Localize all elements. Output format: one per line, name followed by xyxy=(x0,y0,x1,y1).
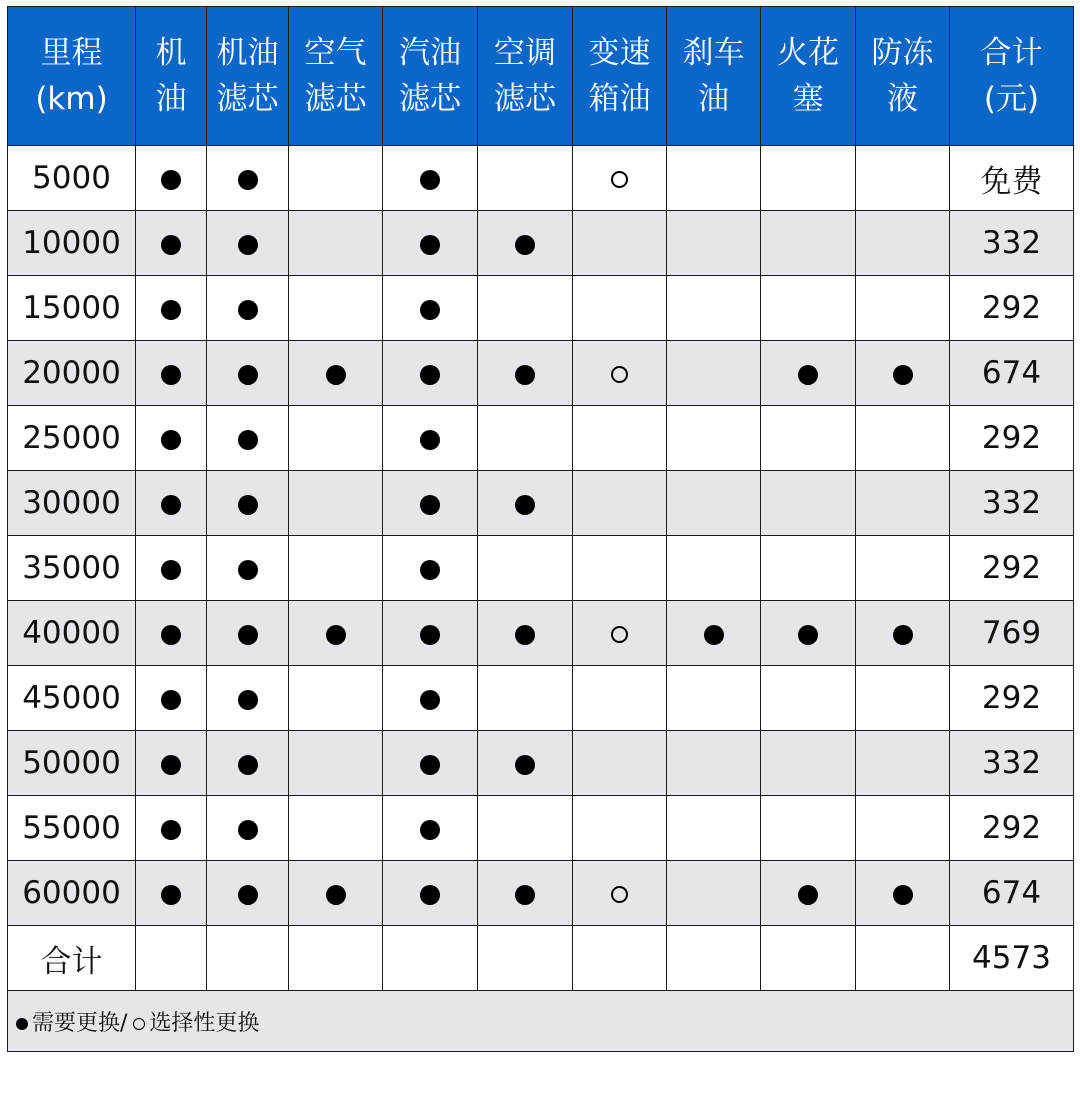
summary-empty-cell xyxy=(761,926,856,991)
table-body xyxy=(8,146,1074,1052)
service-cell xyxy=(478,276,573,341)
required-replace-icon xyxy=(161,885,181,905)
required-replace-icon xyxy=(326,885,346,905)
service-cell xyxy=(667,471,761,536)
required-replace-icon xyxy=(326,625,346,645)
required-replace-icon xyxy=(238,430,258,450)
summary-empty-cell xyxy=(136,926,207,991)
service-cell xyxy=(667,211,761,276)
service-cell xyxy=(761,796,856,861)
optional-replace-icon xyxy=(611,366,628,383)
maintenance-schedule xyxy=(7,6,1073,1052)
required-replace-icon xyxy=(161,300,181,320)
service-cell xyxy=(289,471,383,536)
service-cell xyxy=(478,146,573,211)
total-cell: 332 xyxy=(950,211,1074,276)
mileage-cell: 25000 xyxy=(8,406,136,471)
required-replace-icon xyxy=(420,820,440,840)
service-cell xyxy=(761,666,856,731)
required-replace-icon xyxy=(238,690,258,710)
required-replace-icon xyxy=(798,885,818,905)
service-cell xyxy=(667,666,761,731)
service-cell xyxy=(573,471,667,536)
column-header-antifreeze xyxy=(856,7,950,146)
column-header-line1: 防冻 xyxy=(871,35,934,71)
required-replace-icon xyxy=(161,430,181,450)
summary-empty-cell xyxy=(207,926,289,991)
total-cell: 332 xyxy=(950,471,1074,536)
table-row xyxy=(8,861,1074,926)
required-replace-icon xyxy=(515,885,535,905)
legend xyxy=(8,991,1074,1052)
column-header-mileage xyxy=(8,7,136,146)
service-cell xyxy=(207,341,289,406)
service-cell xyxy=(136,146,207,211)
total-cell: 292 xyxy=(950,406,1074,471)
required-replace-icon xyxy=(238,235,258,255)
header-row xyxy=(8,7,1074,146)
required-replace-icon xyxy=(161,820,181,840)
table-header xyxy=(8,7,1074,146)
service-cell xyxy=(761,341,856,406)
mileage-cell: 20000 xyxy=(8,341,136,406)
service-cell xyxy=(761,146,856,211)
required-replace-icon xyxy=(326,365,346,385)
table-row xyxy=(8,146,1074,211)
service-cell xyxy=(856,796,950,861)
service-cell xyxy=(573,341,667,406)
service-cell xyxy=(761,861,856,926)
service-cell xyxy=(289,536,383,601)
column-header-line1: 刹车 xyxy=(682,35,745,71)
column-header-line1: 合计 xyxy=(980,35,1043,71)
column-header-ac-filter xyxy=(478,7,573,146)
column-header-line1: 机油 xyxy=(216,35,279,71)
total-cell: 674 xyxy=(950,861,1074,926)
required-replace-icon xyxy=(238,885,258,905)
service-cell xyxy=(136,861,207,926)
summary-empty-cell xyxy=(856,926,950,991)
summary-empty-cell xyxy=(478,926,573,991)
service-cell xyxy=(207,731,289,796)
service-cell xyxy=(667,341,761,406)
service-cell xyxy=(478,536,573,601)
service-cell xyxy=(207,471,289,536)
service-cell xyxy=(136,666,207,731)
column-header-line2: 滤芯 xyxy=(399,81,461,117)
column-header-line1: 里程 xyxy=(40,35,103,71)
service-cell xyxy=(136,406,207,471)
required-replace-icon xyxy=(893,625,913,645)
table-row xyxy=(8,406,1074,471)
service-cell xyxy=(136,601,207,666)
column-header-line2: 液 xyxy=(887,81,918,117)
required-replace-icon xyxy=(161,170,181,190)
service-cell xyxy=(667,796,761,861)
column-header-line2: 油 xyxy=(155,81,187,117)
service-cell xyxy=(573,861,667,926)
mileage-cell: 35000 xyxy=(8,536,136,601)
service-cell xyxy=(856,406,950,471)
table-row xyxy=(8,341,1074,406)
table-row xyxy=(8,796,1074,861)
mileage-cell: 15000 xyxy=(8,276,136,341)
service-cell xyxy=(207,146,289,211)
service-cell xyxy=(573,211,667,276)
service-cell xyxy=(383,796,478,861)
required-replace-icon xyxy=(238,755,258,775)
service-cell xyxy=(667,731,761,796)
column-header-line2: 塞 xyxy=(792,81,824,117)
column-header-fuel-filter xyxy=(383,7,478,146)
maintenance-table xyxy=(7,6,1074,1052)
required-replace-icon xyxy=(515,755,535,775)
service-cell xyxy=(667,146,761,211)
required-replace-icon xyxy=(161,365,181,385)
service-cell xyxy=(761,601,856,666)
required-replace-icon xyxy=(704,625,724,645)
service-cell xyxy=(856,861,950,926)
service-cell xyxy=(289,276,383,341)
table-row xyxy=(8,211,1074,276)
table-row xyxy=(8,731,1074,796)
service-cell xyxy=(573,796,667,861)
summary-empty-cell xyxy=(667,926,761,991)
service-cell xyxy=(667,406,761,471)
service-cell xyxy=(573,731,667,796)
service-cell xyxy=(289,666,383,731)
service-cell xyxy=(383,146,478,211)
service-cell xyxy=(478,796,573,861)
column-header-air-filter xyxy=(289,7,383,146)
service-cell xyxy=(667,536,761,601)
service-cell xyxy=(136,341,207,406)
column-header-line1: 变速 xyxy=(588,35,651,71)
summary-empty-cell xyxy=(573,926,667,991)
required-replace-icon xyxy=(515,235,535,255)
total-cell: 332 xyxy=(950,731,1074,796)
legend-row xyxy=(8,991,1074,1052)
service-cell xyxy=(856,341,950,406)
table-row xyxy=(8,471,1074,536)
required-replace-icon xyxy=(515,625,535,645)
service-cell xyxy=(289,731,383,796)
service-cell xyxy=(478,601,573,666)
service-cell xyxy=(289,146,383,211)
service-cell xyxy=(383,601,478,666)
service-cell xyxy=(136,536,207,601)
service-cell xyxy=(856,211,950,276)
optional-replace-icon xyxy=(611,886,628,903)
total-cell: 769 xyxy=(950,601,1074,666)
table-row xyxy=(8,601,1074,666)
service-cell xyxy=(478,731,573,796)
service-cell xyxy=(207,796,289,861)
required-replace-icon xyxy=(515,365,535,385)
service-cell xyxy=(856,666,950,731)
service-cell xyxy=(761,471,856,536)
service-cell xyxy=(761,406,856,471)
total-cell: 免费 xyxy=(950,146,1074,211)
total-cell: 292 xyxy=(950,276,1074,341)
service-cell xyxy=(856,471,950,536)
required-replace-icon xyxy=(238,560,258,580)
mileage-cell: 40000 xyxy=(8,601,136,666)
service-cell xyxy=(856,731,950,796)
required-replace-icon xyxy=(515,495,535,515)
service-cell xyxy=(856,601,950,666)
summary-empty-cell xyxy=(383,926,478,991)
service-cell xyxy=(136,731,207,796)
required-replace-icon xyxy=(420,560,440,580)
optional-replace-icon xyxy=(611,626,628,643)
column-header-total xyxy=(950,7,1074,146)
mileage-cell: 50000 xyxy=(8,731,136,796)
required-replace-icon xyxy=(161,495,181,515)
required-replace-icon xyxy=(420,690,440,710)
service-cell xyxy=(136,211,207,276)
service-cell xyxy=(136,471,207,536)
column-header-line1: 汽油 xyxy=(399,35,461,71)
required-replace-icon xyxy=(238,495,258,515)
summary-empty-cell xyxy=(289,926,383,991)
legend-dot-icon xyxy=(16,1018,28,1030)
required-replace-icon xyxy=(420,235,440,255)
total-cell: 292 xyxy=(950,666,1074,731)
service-cell xyxy=(207,276,289,341)
service-cell xyxy=(478,861,573,926)
column-header-line2: (km) xyxy=(35,81,108,117)
required-replace-icon xyxy=(420,170,440,190)
total-cell: 674 xyxy=(950,341,1074,406)
service-cell xyxy=(383,471,478,536)
column-header-engine-oil xyxy=(136,7,207,146)
service-cell xyxy=(573,146,667,211)
service-cell xyxy=(761,276,856,341)
service-cell xyxy=(856,536,950,601)
service-cell xyxy=(383,731,478,796)
service-cell xyxy=(383,276,478,341)
summary-row xyxy=(8,926,1074,991)
service-cell xyxy=(761,731,856,796)
service-cell xyxy=(573,406,667,471)
required-replace-icon xyxy=(161,560,181,580)
service-cell xyxy=(856,146,950,211)
required-replace-icon xyxy=(238,170,258,190)
required-replace-icon xyxy=(161,690,181,710)
table-row xyxy=(8,276,1074,341)
service-cell xyxy=(207,861,289,926)
column-header-line1: 机 xyxy=(155,35,187,71)
service-cell xyxy=(207,601,289,666)
required-replace-icon xyxy=(238,365,258,385)
table-row xyxy=(8,666,1074,731)
column-header-line1: 空调 xyxy=(494,35,556,71)
required-replace-icon xyxy=(420,365,440,385)
mileage-cell: 60000 xyxy=(8,861,136,926)
column-header-spark-plug xyxy=(761,7,856,146)
required-replace-icon xyxy=(238,820,258,840)
required-replace-icon xyxy=(420,430,440,450)
service-cell xyxy=(478,211,573,276)
column-header-line2: 滤芯 xyxy=(216,81,279,117)
required-replace-icon xyxy=(238,625,258,645)
required-replace-icon xyxy=(420,625,440,645)
required-replace-icon xyxy=(893,365,913,385)
required-replace-icon xyxy=(798,625,818,645)
legend-required-text: 需要更换/ xyxy=(32,1010,128,1036)
optional-replace-icon xyxy=(611,171,628,188)
column-header-transmission-oil xyxy=(573,7,667,146)
summary-label: 合计 xyxy=(8,926,136,991)
required-replace-icon xyxy=(798,365,818,385)
service-cell xyxy=(667,276,761,341)
column-header-line2: (元) xyxy=(983,81,1040,117)
service-cell xyxy=(478,471,573,536)
required-replace-icon xyxy=(161,755,181,775)
service-cell xyxy=(478,341,573,406)
legend-ring-icon xyxy=(133,1018,145,1030)
column-header-line1: 火花 xyxy=(777,35,839,71)
service-cell xyxy=(383,666,478,731)
column-header-line2: 滤芯 xyxy=(304,81,367,117)
service-cell xyxy=(207,211,289,276)
total-cell: 292 xyxy=(950,796,1074,861)
service-cell xyxy=(289,796,383,861)
service-cell xyxy=(478,666,573,731)
service-cell xyxy=(573,666,667,731)
service-cell xyxy=(207,406,289,471)
required-replace-icon xyxy=(238,300,258,320)
legend-optional-text: 选择性更换 xyxy=(149,1010,260,1036)
service-cell xyxy=(207,536,289,601)
service-cell xyxy=(383,211,478,276)
total-cell: 292 xyxy=(950,536,1074,601)
service-cell xyxy=(573,601,667,666)
service-cell xyxy=(573,276,667,341)
mileage-cell: 45000 xyxy=(8,666,136,731)
table-row xyxy=(8,536,1074,601)
service-cell xyxy=(289,406,383,471)
service-cell xyxy=(573,536,667,601)
column-header-line2: 滤芯 xyxy=(494,81,556,117)
service-cell xyxy=(289,861,383,926)
required-replace-icon xyxy=(420,755,440,775)
mileage-cell: 5000 xyxy=(8,146,136,211)
service-cell xyxy=(207,666,289,731)
service-cell xyxy=(383,341,478,406)
column-header-line1: 空气 xyxy=(304,35,367,71)
service-cell xyxy=(761,536,856,601)
column-header-line2: 油 xyxy=(698,81,729,117)
mileage-cell: 55000 xyxy=(8,796,136,861)
service-cell xyxy=(667,601,761,666)
required-replace-icon xyxy=(420,300,440,320)
service-cell xyxy=(383,861,478,926)
service-cell xyxy=(383,406,478,471)
mileage-cell: 30000 xyxy=(8,471,136,536)
service-cell xyxy=(478,406,573,471)
service-cell xyxy=(761,211,856,276)
required-replace-icon xyxy=(420,495,440,515)
column-header-line2: 箱油 xyxy=(588,81,651,117)
required-replace-icon xyxy=(420,885,440,905)
summary-total: 4573 xyxy=(950,926,1074,991)
service-cell xyxy=(667,861,761,926)
required-replace-icon xyxy=(893,885,913,905)
mileage-cell: 10000 xyxy=(8,211,136,276)
column-header-oil-filter xyxy=(207,7,289,146)
required-replace-icon xyxy=(161,625,181,645)
service-cell xyxy=(289,211,383,276)
service-cell xyxy=(856,276,950,341)
column-header-brake-fluid xyxy=(667,7,761,146)
service-cell xyxy=(136,796,207,861)
service-cell xyxy=(289,341,383,406)
service-cell xyxy=(383,536,478,601)
service-cell xyxy=(289,601,383,666)
required-replace-icon xyxy=(161,235,181,255)
service-cell xyxy=(136,276,207,341)
